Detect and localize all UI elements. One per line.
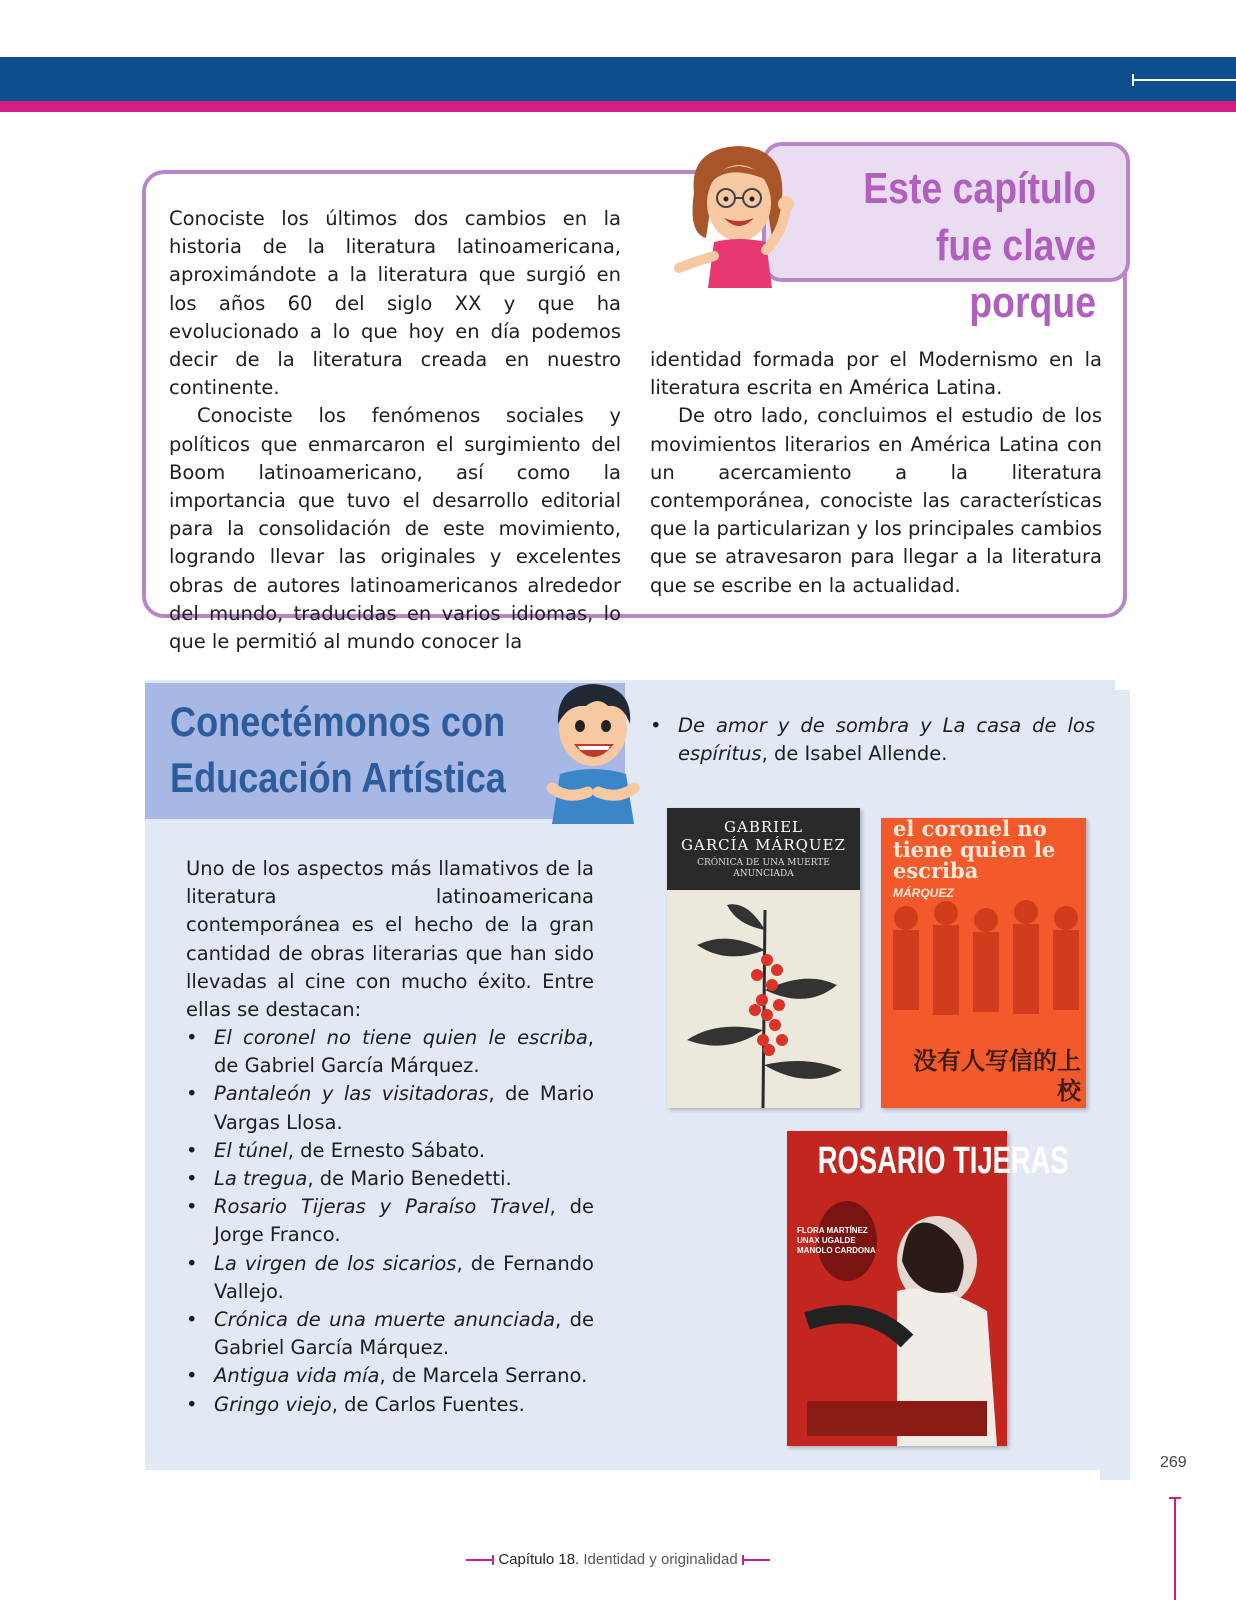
header-rule: [1133, 79, 1236, 81]
footer-title: Identidad y originalidad: [583, 1551, 738, 1568]
book-cover-cronica: GABRIEL GARCÍA MÁRQUEZ CRÓNICA DE UNA MUERTE ANUNCIADA: [667, 808, 860, 1108]
margin-rule: [1174, 1498, 1176, 1600]
list-item: • La virgen de los sicarios, de Fernando Vallejo.: [186, 1250, 594, 1306]
list-item: • Antigua vida mía, de Marcela Serrano.: [186, 1362, 594, 1390]
header-rule-tick: [1132, 74, 1134, 86]
list-item: • Rosario Tijeras y Paraíso Travel, de Jorge Franco.: [186, 1193, 594, 1249]
list-item: • El coronel no tiene quien le escriba, de Gabriel García Márquez.: [186, 1024, 594, 1080]
botanical-illustration-icon: [667, 890, 860, 1108]
header-band: [0, 57, 1236, 101]
summary-paragraph: identidad formada por el Modernismo en la literatura escrita en América Latina.: [650, 348, 1102, 400]
page-footer: [0, 1551, 1236, 1568]
connect-intro: Uno de los aspectos más llamativos de la literatura latinoamericana contemporánea es el hecho de la gran cantidad de obras literarias que han sido llevadas al cine con mucho éxito. Entre ellas se destacan:: [186, 857, 594, 1022]
header-stripe: [0, 101, 1236, 112]
film-adaptations-list-continued: [650, 712, 1095, 768]
book-cover-coronel: el coronel no tiene quien le escriba MÁRQUEZ 没有人写信的上校: [881, 818, 1086, 1108]
summary-title-tab: [762, 142, 1130, 327]
girl-mascot-icon: [674, 138, 804, 298]
list-item: • La tregua, de Mario Benedetti.: [186, 1165, 594, 1193]
list-item: • El túnel, de Ernesto Sábato.: [186, 1137, 594, 1165]
margin-rule-tick: [1169, 1497, 1181, 1499]
summary-title: Este capítulo fue clave porque: [863, 164, 1096, 327]
movie-poster-rosario-tijeras: ROSARIO TIJERAS FLORA MARTÍNEZ UNAX UGALDE MANOLO CARDONA: [787, 1131, 1007, 1446]
connect-title: Conectémonos con Educación Artística: [170, 698, 506, 801]
summary-left-column: [169, 205, 621, 656]
connect-background-edge: [1100, 690, 1130, 1480]
summary-right-column: [650, 346, 1102, 600]
film-adaptations-list: [186, 1024, 594, 1419]
crowd-illustration-icon: [881, 898, 1086, 1048]
list-item: • De amor y de sombra y La casa de los espíritus, de Isabel Allende.: [650, 712, 1095, 768]
boy-mascot-icon: [538, 676, 648, 826]
summary-paragraph: De otro lado, concluimos el estudio de los movimientos literarios en América Latina con un acercamiento a la literatura contemporánea, conociste las características que la particularizan y los principales cambios que se atravesaron para llegar a la literatura que se escribe en la actualidad.: [650, 404, 1102, 597]
summary-paragraph: Conociste los últimos dos cambios en la historia de la literatura latinoamericana, aproximándote a la literatura que surgió en los años 60 del siglo XX y que ha evolucionado a lo que hoy en día podemos decir de la literatura creada en nuestro continente.: [169, 207, 621, 400]
footer-chapter: Capítulo 18.: [498, 1551, 580, 1568]
summary-paragraph: Conociste los fenómenos sociales y políticos que enmarcaron el surgimiento del Boom latinoamericano, así como la importancia que tuvo el desarrollo editorial para la consolidación de este movimiento, logrando llevar las originales y excelentes obras de autores latinoamericanos alrededor del mundo, traducidas en varios idiomas, lo que le permitió al mundo conocer la: [169, 404, 621, 654]
list-item: • Crónica de una muerte anunciada, de Gabriel García Márquez.: [186, 1306, 594, 1362]
list-item: • Gringo viejo, de Carlos Fuentes.: [186, 1391, 594, 1419]
page-number: 269: [1160, 1454, 1187, 1471]
list-item: • Pantaleón y las visitadoras, de Mario Vargas Llosa.: [186, 1080, 594, 1136]
